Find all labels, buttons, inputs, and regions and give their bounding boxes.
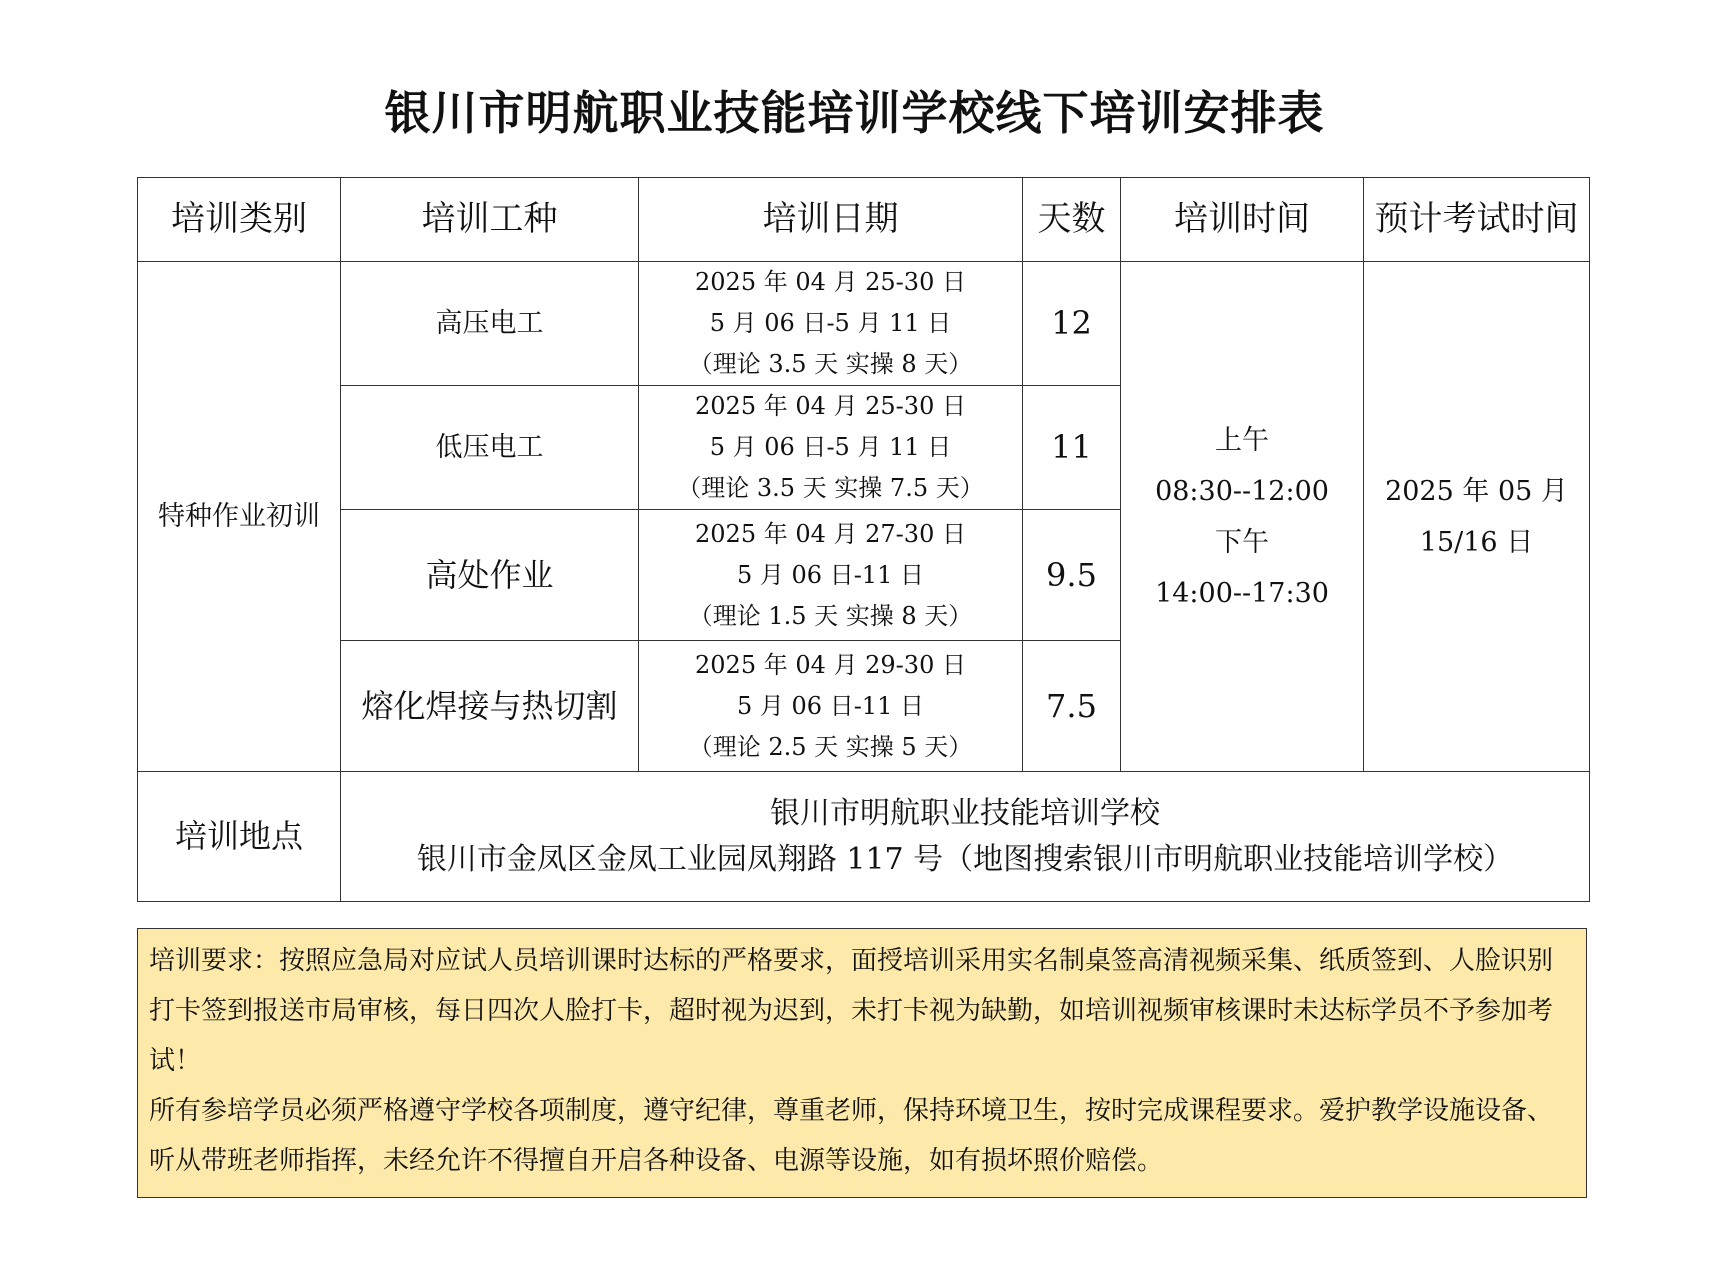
date-cell (639, 510, 1023, 641)
date-cell (639, 386, 1023, 510)
type-cell: 高压电工 (341, 262, 639, 386)
category-cell: 特种作业初训 (138, 262, 341, 772)
exam-month: 2025 年 05 月 (1385, 475, 1568, 507)
days-cell: 7.5 (1023, 641, 1121, 772)
date-line: 5 月 06 日-5 月 11 日 (709, 309, 952, 337)
training-time-cell (1121, 262, 1364, 772)
page-title: 银川市明航职业技能培训学校线下培训安排表 (384, 86, 1325, 140)
table-row (138, 262, 1590, 386)
date-line: 2025 年 04 月 25-30 日 (695, 268, 966, 296)
date-line: （理论 1.5 天 实操 8 天） (688, 601, 973, 630)
location-label: 培训地点 (138, 772, 341, 902)
header-days: 天数 (1023, 178, 1121, 262)
date-line: 2025 年 04 月 27-30 日 (695, 519, 966, 548)
date-line: 2025 年 04 月 25-30 日 (695, 392, 966, 420)
type-cell: 低压电工 (341, 386, 639, 510)
days-cell: 11 (1023, 386, 1121, 510)
date-cell (639, 641, 1023, 772)
header-date: 培训日期 (639, 178, 1023, 262)
date-line: （理论 3.5 天 实操 8 天） (688, 350, 973, 378)
location-address: 银川市金凤区金凤工业园凤翔路 117 号（地图搜索银川市明航职业技能培训学校） (416, 841, 1514, 877)
header-training-time: 培训时间 (1121, 178, 1364, 262)
time-morning-label: 上午 (1215, 424, 1269, 456)
exam-time-cell (1364, 262, 1590, 772)
header-exam-time: 预计考试时间 (1364, 178, 1590, 262)
date-line: （理论 3.5 天 实操 7.5 天） (677, 474, 984, 502)
date-line: （理论 2.5 天 实操 5 天） (688, 732, 973, 761)
training-schedule-table (137, 177, 1590, 902)
location-cell (341, 772, 1590, 902)
date-cell (639, 262, 1023, 386)
notice-paragraph-rules: 所有参培学员必须严格遵守学校各项制度，遵守纪律，尊重老师，保持环境卫生，按时完成课程要求。爱护教学设施设备、听从带班老师指挥，未经允许不得擅自开启各种设备、电源等设施，如有损坏照价赔偿。 (149, 1096, 1554, 1176)
date-line: 5 月 06 日-11 日 (737, 691, 924, 720)
time-afternoon-label: 下午 (1215, 526, 1269, 558)
exam-days: 15/16 日 (1419, 526, 1534, 558)
notice-paragraph-requirements: 培训要求：按照应急局对应试人员培训课时达标的严格要求，面授培训采用实名制桌签高清视频采集、纸质签到、人脸识别打卡签到报送市局审核，每日四次人脸打卡，超时视为迟到，未打卡视为缺勤，如培训视频审核课时未达标学员不予参加考试！ (149, 946, 1554, 1076)
header-category: 培训类别 (138, 178, 341, 262)
days-cell: 9.5 (1023, 510, 1121, 641)
type-cell: 熔化焊接与热切割 (341, 641, 639, 772)
date-line: 5 月 06 日-5 月 11 日 (709, 433, 952, 461)
date-line: 5 月 06 日-11 日 (737, 560, 924, 589)
location-row (138, 772, 1590, 902)
type-cell: 高处作业 (341, 510, 639, 641)
date-line: 2025 年 04 月 29-30 日 (695, 650, 966, 679)
location-school-name: 银川市明航职业技能培训学校 (770, 795, 1160, 831)
header-type: 培训工种 (341, 178, 639, 262)
table-header-row (138, 178, 1590, 262)
time-afternoon-range: 14:00--17:30 (1155, 577, 1329, 609)
training-requirements-notice (137, 928, 1587, 1198)
days-cell: 12 (1023, 262, 1121, 386)
time-morning-range: 08:30--12:00 (1155, 475, 1329, 507)
